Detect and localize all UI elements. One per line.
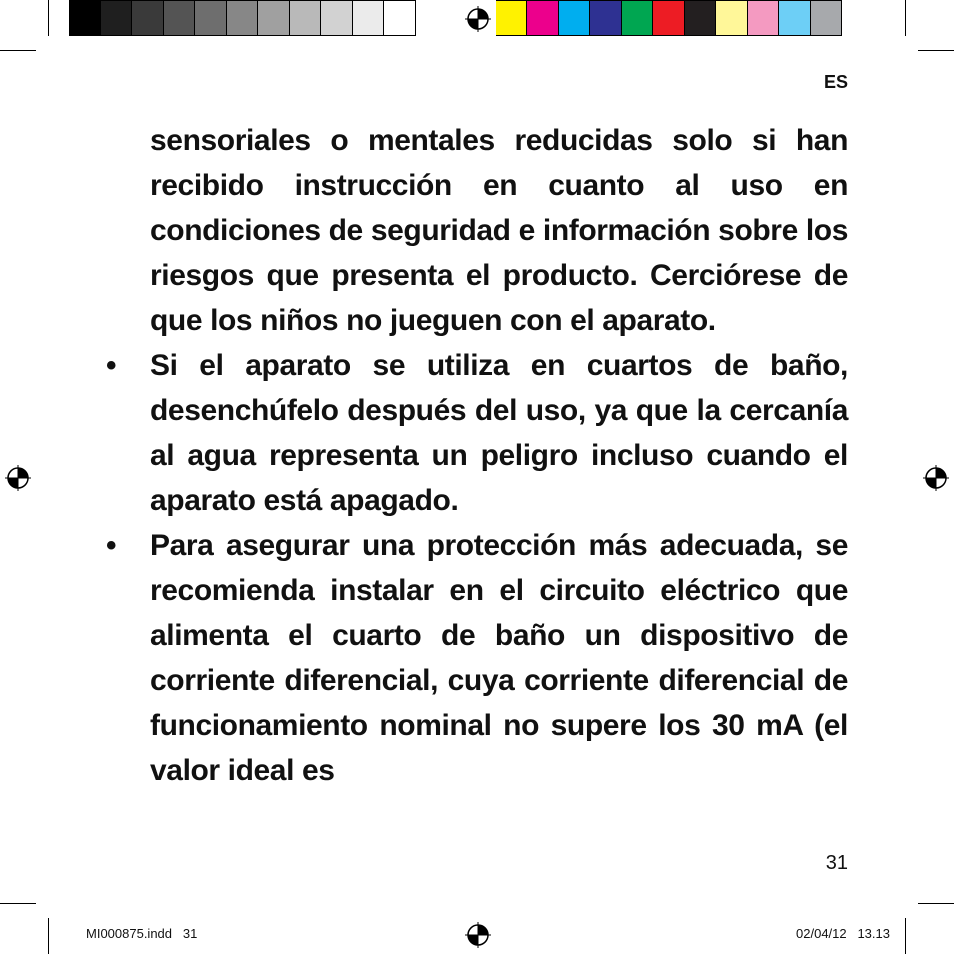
color-swatch	[748, 0, 780, 36]
color-swatch	[69, 0, 101, 36]
color-swatch	[258, 0, 290, 36]
registration-mark-left-icon	[3, 463, 33, 493]
color-swatch	[527, 0, 559, 36]
color-swatch	[779, 0, 811, 36]
crop-mark	[905, 918, 906, 954]
page-number: 31	[825, 852, 848, 874]
color-swatch	[321, 0, 353, 36]
crop-mark	[48, 918, 49, 954]
bullet-item	[106, 523, 848, 793]
bullet-icon: •	[106, 349, 117, 382]
crop-mark	[48, 0, 49, 36]
registration-mark-right-icon	[921, 463, 951, 493]
color-swatch	[685, 0, 717, 36]
file-slug: MI000875.indd 31	[86, 926, 198, 941]
crop-mark	[918, 903, 954, 904]
color-swatch	[290, 0, 322, 36]
color-swatch	[101, 0, 133, 36]
color-swatch	[195, 0, 227, 36]
bullet-text: Para asegurar una protección más adecuada, se recomienda instalar en el circuito eléctrico que alimenta el cuarto de baño un dispositivo de corriente diferencial, cuya corriente diferencial de funcionamiento nominal no supere los 30 mA (el valor ideal es	[150, 529, 848, 787]
color-swatch	[653, 0, 685, 36]
color-swatch	[384, 0, 416, 36]
language-label: ES	[823, 72, 848, 92]
bullet-icon: •	[106, 529, 117, 562]
color-swatch	[164, 0, 196, 36]
color-swatch	[622, 0, 654, 36]
bullet-text: Si el aparato se utiliza en cuartos de baño, desenchúfelo después del uso, ya que la cercanía al agua representa un peligro incluso cuando el aparato está apagado.	[150, 349, 848, 517]
bullet-item	[106, 343, 848, 523]
paragraph: sensoriales o mentales reducidas solo si han recibido instrucción en cuanto al uso en condiciones de seguridad e información sobre los riesgos que presenta el producto. Cerciórese de que los niños no jueguen con el aparato.	[150, 124, 848, 337]
crop-mark	[918, 50, 954, 51]
color-bar	[69, 0, 842, 36]
crop-mark	[905, 0, 906, 36]
crop-mark	[0, 903, 36, 904]
registration-mark-bottom-icon	[463, 920, 493, 950]
color-swatch	[353, 0, 385, 36]
color-swatch	[559, 0, 591, 36]
body-text	[106, 118, 848, 793]
registration-mark-top-icon	[463, 4, 493, 34]
color-swatch	[227, 0, 259, 36]
color-swatch	[496, 0, 528, 36]
date-slug: 02/04/12 13.13	[796, 926, 890, 941]
color-swatch	[716, 0, 748, 36]
color-swatch	[132, 0, 164, 36]
color-swatch	[590, 0, 622, 36]
crop-mark	[0, 50, 36, 51]
color-swatch	[811, 0, 843, 36]
